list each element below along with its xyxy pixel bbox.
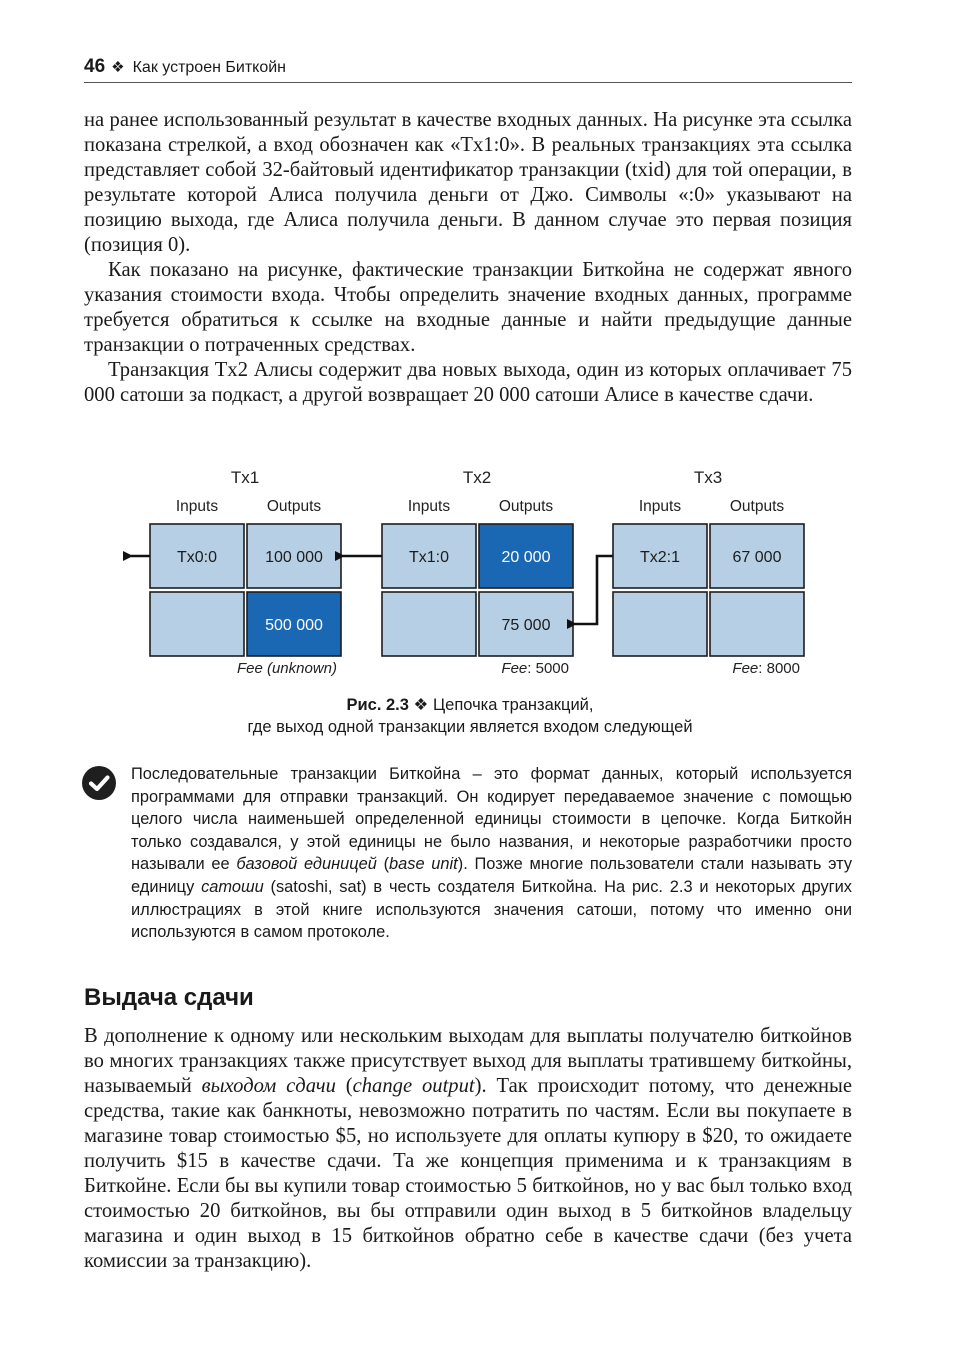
fee-label	[237, 660, 337, 677]
transaction-chain-diagram	[0, 462, 961, 722]
fee-word: Fee	[236, 660, 263, 677]
figure-label: Рис. 2.3	[346, 696, 409, 714]
caption-separator: ❖	[413, 696, 429, 714]
note-span: (	[376, 855, 390, 874]
outputs-label: Outputs	[729, 498, 785, 515]
arrow	[575, 556, 613, 624]
cell-value: Tx1:0	[408, 549, 450, 566]
fee-label	[501, 660, 569, 677]
cell-in2	[613, 592, 707, 656]
tx-name: Tx2	[462, 468, 492, 487]
cell-value: 20 000	[501, 549, 551, 566]
inputs-label: Inputs	[638, 498, 682, 515]
outputs-label: Outputs	[498, 498, 554, 515]
cell-value: Tx0:0	[176, 549, 218, 566]
body-text-bottom	[84, 1024, 852, 1274]
cell-value: 67 000	[732, 549, 782, 566]
note-emphasis: базовой единицей	[236, 855, 377, 874]
caption-line-2: где выход одной транзакции является входом следующей	[247, 718, 693, 736]
body-text-top	[84, 108, 852, 408]
cell-in2	[382, 592, 476, 656]
fee-word: Fee	[501, 660, 528, 677]
note-span: (satoshi, sat) в честь создателя Биткойна. На рис. 2.3 и некоторых других иллюстрациях в этой книге используются значения сатоши, потому что именно они используются в самом протоколе.	[131, 877, 852, 942]
fee-label	[732, 660, 800, 677]
inputs-label: Inputs	[175, 498, 219, 515]
cell-in2	[150, 592, 244, 656]
cell-value: 75 000	[501, 617, 551, 634]
chapter-title: Как устроен Биткойн	[132, 59, 286, 76]
paragraph: Транзакция Tx2 Алисы содержит два новых выхода, один из которых оплачивает 75 000 сатоши за подкаст, а другой возвращает 20 000 сатоши Алисе в качестве сдачи.	[84, 359, 852, 406]
text-span: В дополнение к одному или нескольким выходам для выплаты получателю биткойнов во многих транзакциях также присутствует выход для выплаты тратившему биткойны, называемый	[84, 1025, 852, 1097]
paragraph: Как показано на рисунке, фактические транзакции Биткойна не содержат явного указания стоимости входа. Чтобы определить значение входных данных, программе требуется обратиться к ссылке на входные данные и найти предыдущие данные транзакции о потраченных средствах.	[84, 259, 852, 356]
fee-value: (unknown)	[262, 660, 337, 677]
cell-value: Tx2:1	[639, 549, 681, 566]
running-header	[84, 56, 852, 82]
page-number: 46	[84, 56, 106, 77]
text-span: ). Так происходит потому, что денежные средства, такие как банкноты, невозможно потратить по частям. Если вы покупаете в магазине товар стоимостью $5, но используете для оплаты купюру в $20, то ожидаете получить $15 в качестве сдачи. Та же концепция применима и к транзакциям в Биткойне. Если бы вы купили товар стоимостью 5 биткойнов, но у вас был только вход стоимостью 20 биткойнов, вы бы отправили один выход в 5 биткойнов владельцу магазина и один выход в 15 биткойнов обратно себе в качестве сдачи (без учета комиссии за транзакцию).	[84, 1075, 853, 1272]
fee-value: : 8000	[758, 660, 800, 677]
tx-name: Tx1	[230, 468, 260, 487]
caption-line-1: Цепочка транзакций,	[432, 696, 594, 714]
check-circle-icon	[82, 766, 116, 800]
fee-word: Fee	[732, 660, 759, 677]
header-rule	[84, 82, 852, 83]
outputs-label: Outputs	[266, 498, 322, 515]
text-span: (	[335, 1075, 353, 1097]
note-emphasis: сатоши	[201, 877, 264, 896]
note-span: Последовательные транзакции Биткойна – это формат данных, который используется программами для отправки транзакций. Он кодирует передаваемое значение с помощью целого числа наименьшей определенной единицы стоимости в цепочке. Когда Биткойн только создавался, у этой единицы не было названия, и некоторые разработчики просто называли ее	[131, 765, 852, 874]
inputs-label: Inputs	[407, 498, 451, 515]
emphasis: change output	[352, 1075, 475, 1097]
tx-name: Tx3	[693, 468, 723, 487]
paragraph: на ранее использованный результат в качестве входных данных. На рисунке эта ссылка показана стрелкой, а вход обозначен как «Tx1:0». В реальных транзакциях эта ссылка представляет собой 32-байтовый идентификатор транзакции (txid) для той операции, в результате которой Алиса получила деньги от Джо. Символы «:0» указывают на позицию выхода, где Алиса получила деньги. В данном случае это первая позиция (позиция 0).	[84, 109, 852, 256]
paragraph	[84, 1024, 852, 1274]
note-emphasis: base unit	[389, 855, 458, 874]
fee-value: : 5000	[527, 660, 569, 677]
cell-out2	[710, 592, 804, 656]
figure-caption	[120, 694, 820, 738]
cell-value: 500 000	[265, 617, 323, 634]
note-span: ). Позже многие пользователи стали называть эту единицу	[131, 855, 853, 896]
note-text	[131, 763, 852, 944]
section-heading: Выдача сдачи	[84, 984, 254, 1011]
cell-value: 100 000	[265, 549, 323, 566]
header-separator: ❖	[111, 59, 125, 76]
emphasis: выходом сдачи	[201, 1075, 336, 1097]
